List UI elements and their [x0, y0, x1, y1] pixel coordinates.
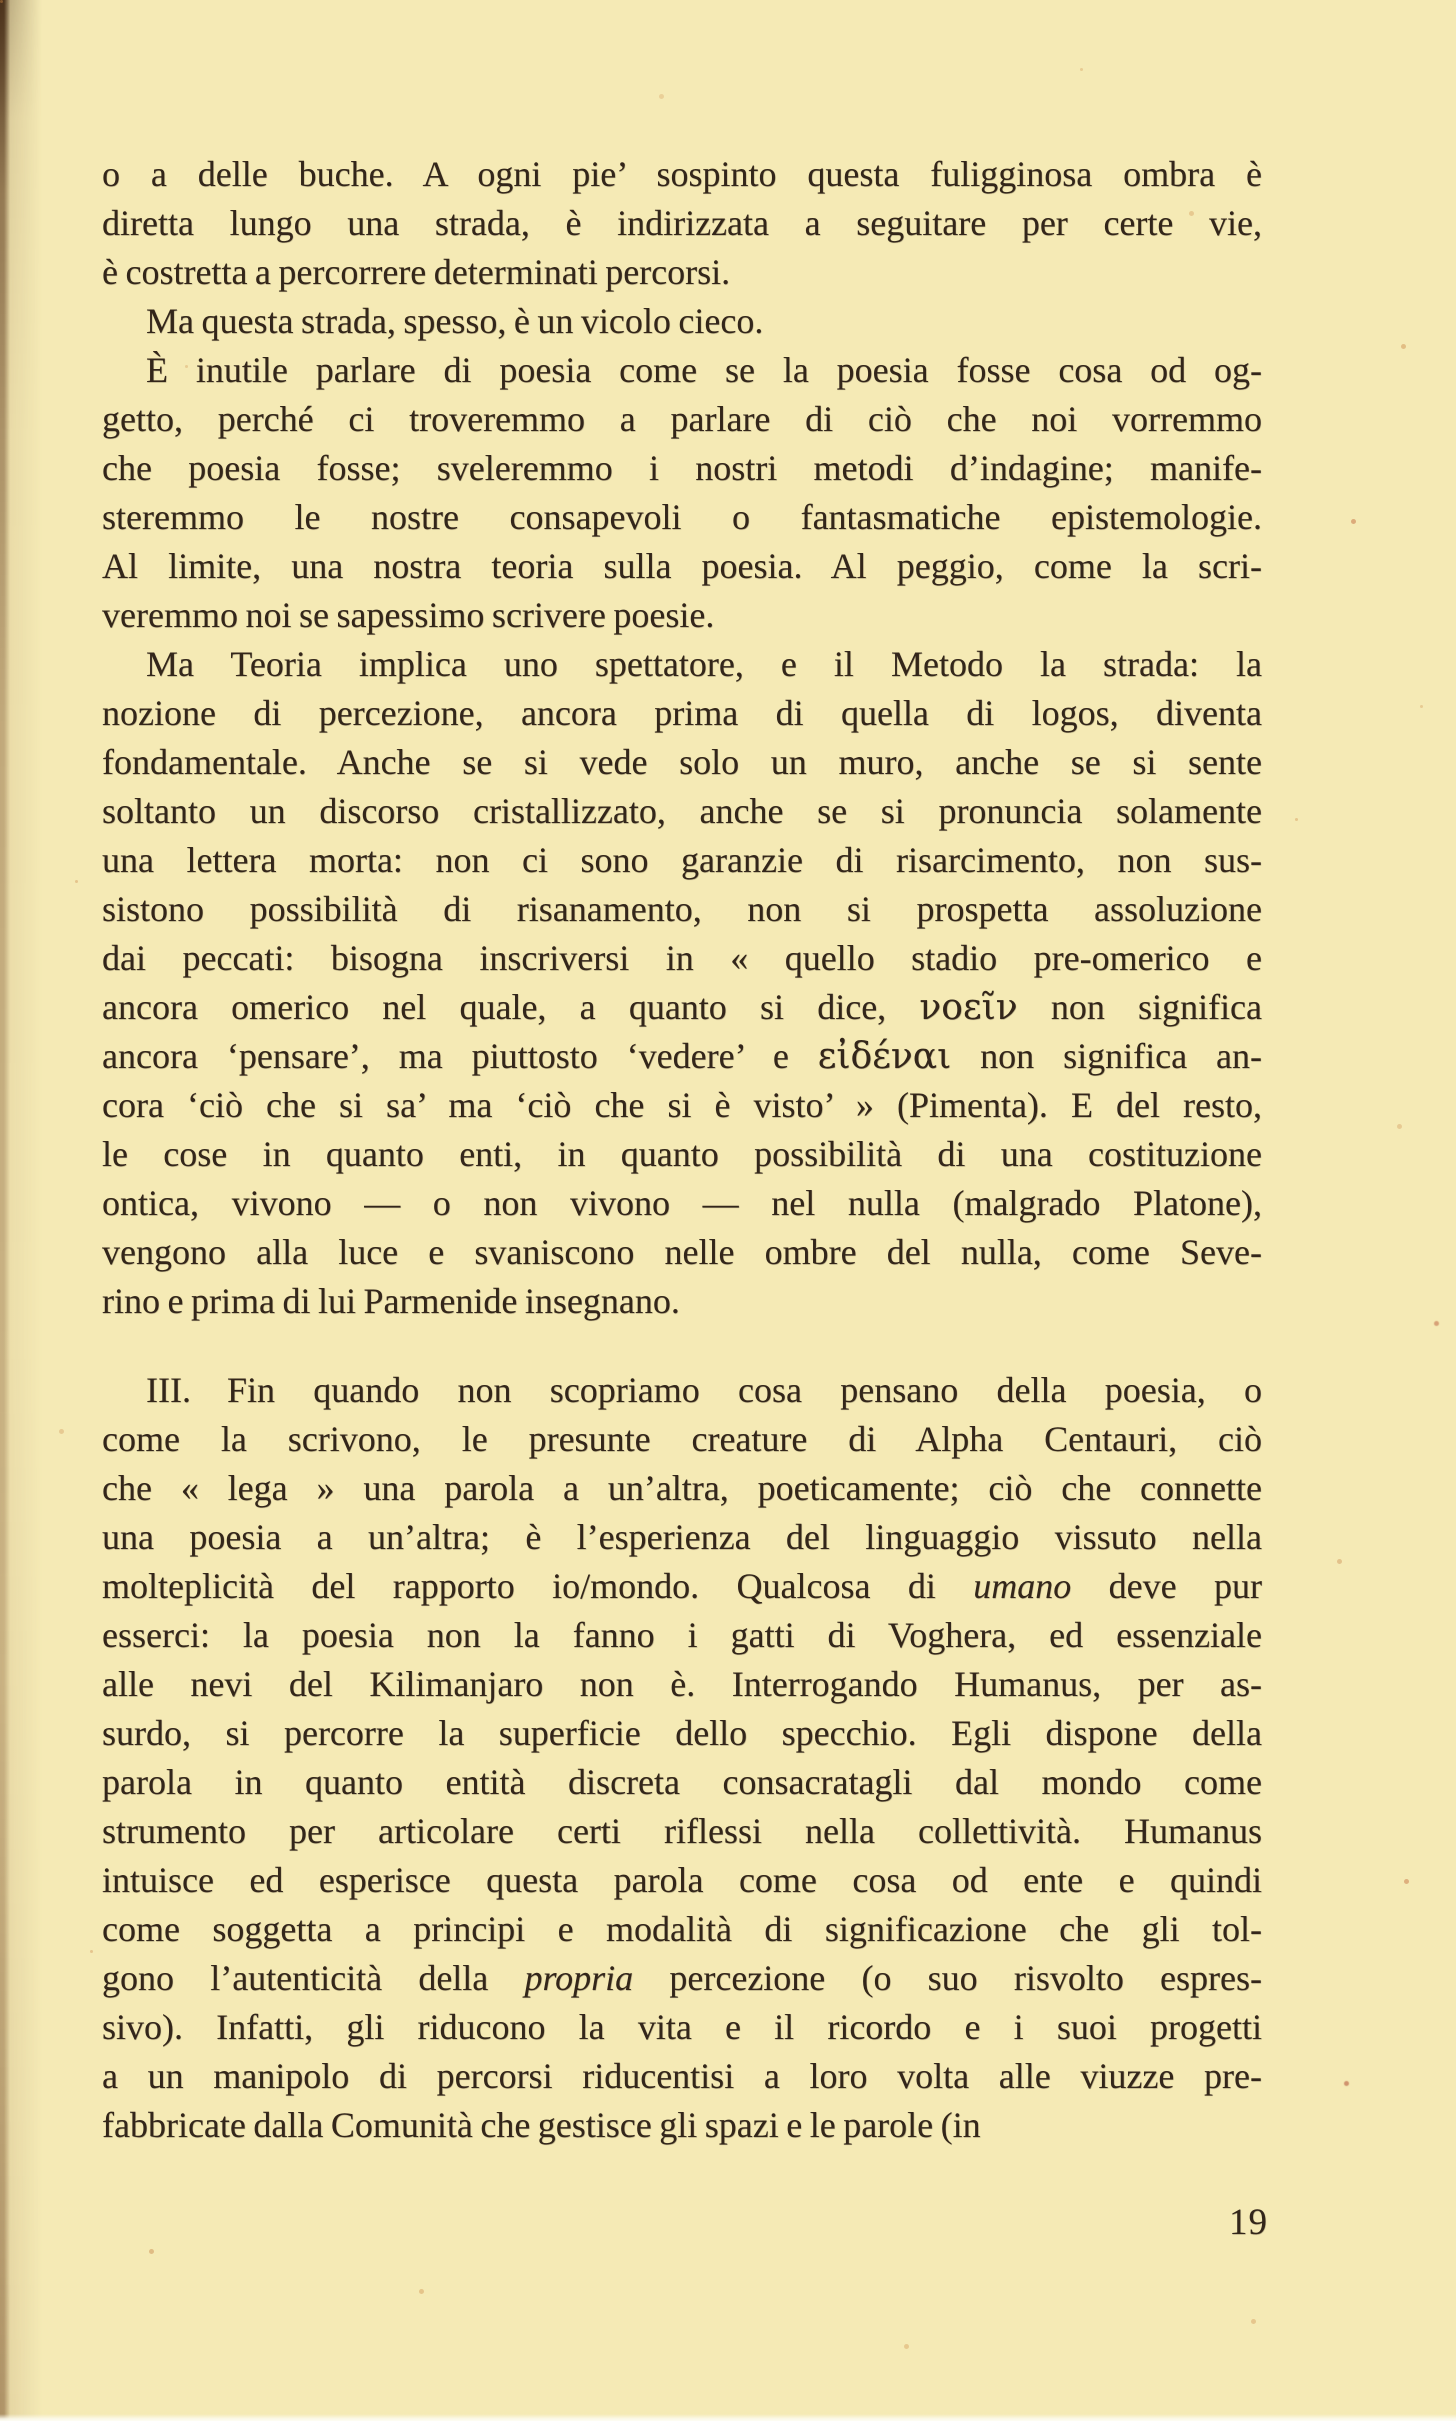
text-line: [102, 346, 1262, 395]
text-run: intuisce ed esperisce questa parola come cosa od ente e quindi: [102, 1860, 1262, 1900]
text-line: [102, 1415, 1262, 1464]
scan-bottom-edge: [0, 2414, 1456, 2421]
text-run: Ma questa strada, spesso, è un vicolo cieco.: [146, 301, 764, 341]
text-line: [102, 1277, 1262, 1326]
text-line: [102, 640, 1262, 689]
text-line: [102, 2003, 1262, 2052]
text-run: che « lega » una parola a un’altra, poeticamente; ciò che connette: [102, 1468, 1262, 1508]
text-line: [102, 1905, 1262, 1954]
paper-speckles: [0, 0, 3, 3]
text-run: strumento per articolare certi riflessi nella collettività. Humanus: [102, 1811, 1262, 1851]
text-run: diretta lungo una strada, è indirizzata a seguitare per certe vie,: [102, 203, 1262, 243]
text-run: deve pur: [1071, 1566, 1262, 1606]
text-run: soltanto un discorso cristallizzato, anche se si pronuncia solamente: [102, 791, 1262, 831]
text-run: cora ‘ciò che si sa’ ma ‘ciò che si è visto’ » (Pimenta). E del resto,: [102, 1085, 1262, 1125]
text-run: molteplicità del rapporto io/mondo. Qualcosa di: [102, 1566, 974, 1606]
text-line: [102, 983, 1262, 1032]
text-line: [102, 1228, 1262, 1277]
text-line: [102, 1709, 1262, 1758]
text-line: [102, 1807, 1262, 1856]
text-line: [102, 150, 1262, 199]
text-line: [102, 1130, 1262, 1179]
text-line: [102, 2052, 1262, 2101]
text-line: [102, 444, 1262, 493]
text-run: Al limite, una nostra teoria sulla poesia. Al peggio, come la scri-: [102, 546, 1262, 586]
text-run: come la scrivono, le presunte creature di Alpha Centauri, ciò: [102, 1419, 1262, 1459]
text-line: [102, 1179, 1262, 1228]
text-run: fabbricate dalla Comunità che gestisce gli spazi e le parole (in: [102, 2105, 981, 2145]
page-number: 19: [1229, 2202, 1268, 2243]
text-line: [102, 1562, 1262, 1611]
text-run: ancora ‘pensare’, ma piuttosto ‘vedere’ e: [102, 1036, 818, 1076]
text-run: nozione di percezione, ancora prima di quella di logos, diventa: [102, 693, 1262, 733]
text-run: a un manipolo di percorsi riducentisi a loro volta alle viuzze pre-: [102, 2056, 1262, 2096]
text-line: [102, 493, 1262, 542]
text-line: [102, 591, 1262, 640]
text-line: [102, 836, 1262, 885]
text-run: È inutile parlare di poesia come se la poesia fosse cosa od og-: [146, 350, 1262, 390]
text-line: [102, 1081, 1262, 1130]
text-run: dai peccati: bisogna inscriversi in « quello stadio pre-omerico e: [102, 938, 1262, 978]
text-line: [102, 1856, 1262, 1905]
text-run: non significa: [1017, 987, 1262, 1027]
text-run: una lettera morta: non ci sono garanzie di risarcimento, non sus-: [102, 840, 1262, 880]
text-run: o a delle buche. A ogni pie’ sospinto questa fuligginosa ombra è: [102, 154, 1262, 194]
text-line: [102, 2101, 1262, 2150]
text-run: surdo, si percorre la superficie dello specchio. Egli dispone della: [102, 1713, 1262, 1753]
text-run: le cose in quanto enti, in quanto possibilità di una costituzione: [102, 1134, 1262, 1174]
text-run: è costretta a percorrere determinati percorsi.: [102, 252, 731, 292]
text-line: [102, 1513, 1262, 1562]
text-line: [102, 1758, 1262, 1807]
text-line: [102, 787, 1262, 836]
text-run: III. Fin quando non scopriamo cosa pensano della poesia, o: [146, 1370, 1262, 1410]
text-line: [102, 1611, 1262, 1660]
text-run: sivo). Infatti, gli riducono la vita e il ricordo e i suoi progetti: [102, 2007, 1262, 2047]
text-run: ancora omerico nel quale, a quanto si dice,: [102, 987, 920, 1027]
text-line: [102, 297, 1262, 346]
scan-left-edge: [0, 0, 10, 2421]
text-line: [102, 1032, 1262, 1081]
text-run: alle nevi del Kilimanjaro non è. Interrogando Humanus, per as-: [102, 1664, 1262, 1704]
text-run: non significa an-: [951, 1036, 1262, 1076]
text-run: steremmo le nostre consapevoli o fantasmatiche epistemologie.: [102, 497, 1262, 537]
text-line: [102, 395, 1262, 444]
text-run: rino e prima di lui Parmenide insegnano.: [102, 1281, 680, 1321]
text-run: come soggetta a principi e modalità di significazione che gli tol-: [102, 1909, 1262, 1949]
text-run: parola in quanto entità discreta consacratagli dal mondo come: [102, 1762, 1262, 1802]
text-run: veremmo noi se sapessimo scrivere poesie.: [102, 595, 715, 635]
text-line: [102, 738, 1262, 787]
greek-term: νοεῖν: [919, 987, 1018, 1028]
text-line: [102, 1464, 1262, 1513]
text-line: [102, 248, 1262, 297]
text-run: che poesia fosse; sveleremmo i nostri metodi d’indagine; manife-: [102, 448, 1262, 488]
text-run: ontica, vivono — o non vivono — nel nulla (malgrado Platone),: [102, 1183, 1262, 1223]
text-line: [102, 199, 1262, 248]
text-run: gono l’autenticità della: [102, 1958, 525, 1998]
greek-term: εἰδέναι: [817, 1036, 952, 1077]
text-run: una poesia a un’altra; è l’esperienza del linguaggio vissuto nella: [102, 1517, 1262, 1557]
italic-term: umano: [973, 1566, 1072, 1606]
text-run: fondamentale. Anche se si vede solo un muro, anche se si sente: [102, 742, 1262, 782]
text-run: getto, perché ci troveremmo a parlare di ciò che noi vorremmo: [102, 399, 1262, 439]
text-line: [102, 1660, 1262, 1709]
text-line: [102, 934, 1262, 983]
text-line: [102, 689, 1262, 738]
text-run: vengono alla luce e svaniscono nelle ombre del nulla, come Seve-: [102, 1232, 1262, 1272]
text-block: [102, 150, 1262, 2150]
text-run: sistono possibilità di risanamento, non si prospetta assoluzione: [102, 889, 1262, 929]
text-line: [102, 542, 1262, 591]
text-run: esserci: la poesia non la fanno i gatti di Voghera, ed essenziale: [102, 1615, 1262, 1655]
italic-term: propria: [524, 1958, 634, 1998]
text-run: Ma Teoria implica uno spettatore, e il Metodo la strada: la: [146, 644, 1262, 684]
text-run: percezione (o suo risvolto espres-: [633, 1958, 1263, 1998]
text-line: [102, 1954, 1262, 2003]
text-line: [102, 1366, 1262, 1415]
text-line: [102, 885, 1262, 934]
